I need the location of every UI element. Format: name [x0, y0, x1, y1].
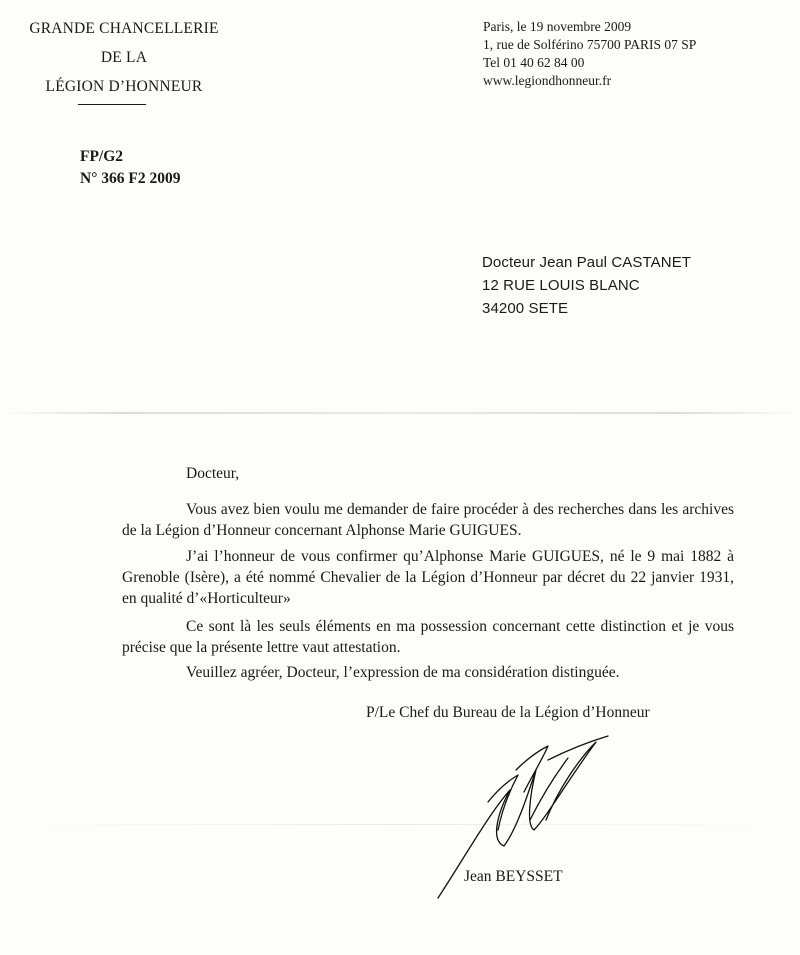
- paper-fold-line: [0, 412, 800, 414]
- org-line-3: LÉGION D’HONNEUR: [45, 78, 203, 95]
- org-line-2: DE LA: [100, 49, 148, 66]
- recipient-city: 34200 SETE: [482, 300, 569, 317]
- reference-line-2: N° 366 F2 2009: [80, 170, 181, 187]
- reference-line-1: FP/G2: [80, 148, 124, 165]
- recipient-address: [482, 251, 691, 320]
- body-paragraph-2: J’ai l’honneur de vous confirmer qu’Alphonse Marie GUIGUES, né le 9 mai 1882 à Grenoble (Isère), a été nommé Chevalier de la Légion d’Honneur par décret du 22 janvier 1931, en qualité d’«Horticulteur»: [122, 548, 734, 607]
- organization-header: [14, 14, 234, 101]
- signer-title: P/Le Chef du Bureau de la Légion d’Honneur: [366, 704, 650, 721]
- salutation: Docteur,: [186, 465, 240, 482]
- reference-block: [80, 146, 181, 190]
- body-paragraph-1: Vous avez bien voulu me demander de faire procéder à des recherches dans les archives de la Légion d’Honneur concernant Alphonse Marie GUIGUES.: [122, 501, 734, 539]
- org-line-1: GRANDE CHANCELLERIE: [29, 20, 219, 37]
- closing-formula: Veuillez agréer, Docteur, l’expression de ma considération distinguée.: [186, 664, 620, 681]
- recipient-street: 12 RUE LOUIS BLANC: [482, 277, 640, 294]
- paper-fold-line-lower: [0, 824, 800, 825]
- body-paragraph-3: Ce sont là les seuls éléments en ma possession concernant cette distinction et je vous précise que la présente lettre vaut attestation.: [122, 618, 734, 656]
- recipient-name: Docteur Jean Paul CASTANET: [482, 254, 692, 271]
- header-divider: [78, 104, 146, 105]
- website-line: www.legiondhonneur.fr: [483, 73, 612, 88]
- signer-name: Jean BEYSSET: [464, 868, 563, 885]
- telephone-line: Tel 01 40 62 84 00: [483, 55, 585, 70]
- contact-block: [483, 18, 696, 90]
- date-line: Paris, le 19 novembre 2009: [483, 19, 632, 34]
- address-line: 1, rue de Solférino 75700 PARIS 07 SP: [483, 37, 697, 52]
